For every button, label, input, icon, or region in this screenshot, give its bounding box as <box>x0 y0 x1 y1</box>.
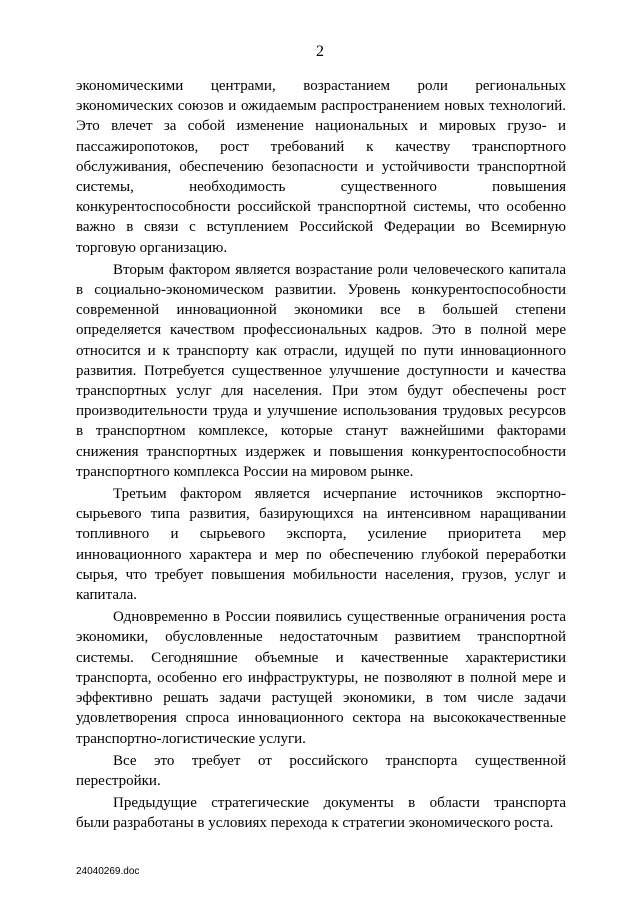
text-line: Вторым фактором является возрастание роли человеческого капитала <box>113 261 566 278</box>
document-body <box>76 76 566 834</box>
text-line: определяется качеством профессиональных кадров. Это в полной мере <box>76 322 566 339</box>
text-line: Предыдущие стратегические документы в области транспорта <box>113 795 566 812</box>
text-line: Все это требует от российского транспорта существенной <box>113 752 566 769</box>
page-number: 2 <box>316 43 324 60</box>
text-line: современной инновационной экономики все в большей степени <box>76 302 566 319</box>
text-line: экономики, обусловленные недостаточным развитием транспортной <box>76 629 566 646</box>
text-line: транспорта, особенно его инфраструктуры, не позволяют в полной мере и <box>76 669 566 686</box>
text-line: пассажиропотоков, рост требований к качеству транспортного <box>76 138 566 155</box>
paragraph-5 <box>76 751 566 791</box>
text-line: обслуживания, обеспечению безопасности и устойчивости транспортной <box>76 158 566 175</box>
text-line: системы. Сегодняшние объемные и качественные характеристики <box>76 649 566 666</box>
paragraph-3 <box>76 484 566 605</box>
text-line: удовлетворения спроса инновационного сектора на высококачественные <box>76 710 566 727</box>
text-line: важно в связи с вступлением Российской Федерации во Всемирную <box>76 219 566 236</box>
text-line: торговую организацию. <box>76 239 228 256</box>
paragraph-4 <box>76 607 566 748</box>
text-line: сырьевого типа развития, базирующихся на интенсивном наращивании <box>76 506 566 523</box>
text-line: сырья, что требует повышения мобильности населения, грузов, услуг и <box>76 566 566 583</box>
text-line: транспортно-логистические услуги. <box>76 730 306 747</box>
paragraph-6 <box>76 793 566 833</box>
text-line: капитала. <box>76 587 137 604</box>
document-file-code: 24040269.doc <box>76 866 140 877</box>
text-line: производительности труда и улучшение использования трудовых ресурсов <box>76 403 566 420</box>
text-line: в социально-экономическом развитии. Уровень конкурентоспособности <box>76 282 566 299</box>
paragraph-1 <box>76 76 566 258</box>
text-line: Одновременно в России появились существенные ограничения роста <box>113 609 566 626</box>
text-line: конкурентоспособности российской транспортной системы, что особенно <box>76 199 566 216</box>
text-line: транспортного комплекса России на мировом рынке. <box>76 463 414 480</box>
text-line: Третьим фактором является исчерпание источников экспортно- <box>113 486 566 503</box>
text-line: топливного и сырьевого экспорта, усиление приоритета мер <box>76 526 566 543</box>
text-line: относится и к транспорту как отрасли, идущей по пути инновационного <box>76 342 566 359</box>
text-line: в транспортном комплексе, которые станут важнейшими факторами <box>76 423 566 440</box>
text-line: Это влечет за собой изменение национальных и мировых грузо- и <box>76 118 566 135</box>
text-line: снижения транспортных издержек и повышения конкурентоспособности <box>76 443 566 460</box>
text-line: системы, необходимость существенного повышения <box>76 179 566 196</box>
text-line: инновационного характера и мер по обеспечению глубокой переработки <box>76 546 566 563</box>
text-line: перестройки. <box>76 772 161 789</box>
text-line: были разработаны в условиях перехода к стратегии экономического роста. <box>76 815 554 832</box>
text-line: экономическими центрами, возрастанием роли региональных <box>76 78 566 94</box>
text-line: экономических союзов и ожидаемым распространением новых технологий. <box>76 98 566 115</box>
text-line: транспортных услуг для населения. При этом будут обеспечены рост <box>76 383 566 400</box>
paragraph-2 <box>76 260 566 482</box>
text-line: эффективно решать задачи растущей экономики, в том числе задачи <box>76 690 566 707</box>
text-line: развития. Потребуется существенное улучшение доступности и качества <box>76 362 566 379</box>
